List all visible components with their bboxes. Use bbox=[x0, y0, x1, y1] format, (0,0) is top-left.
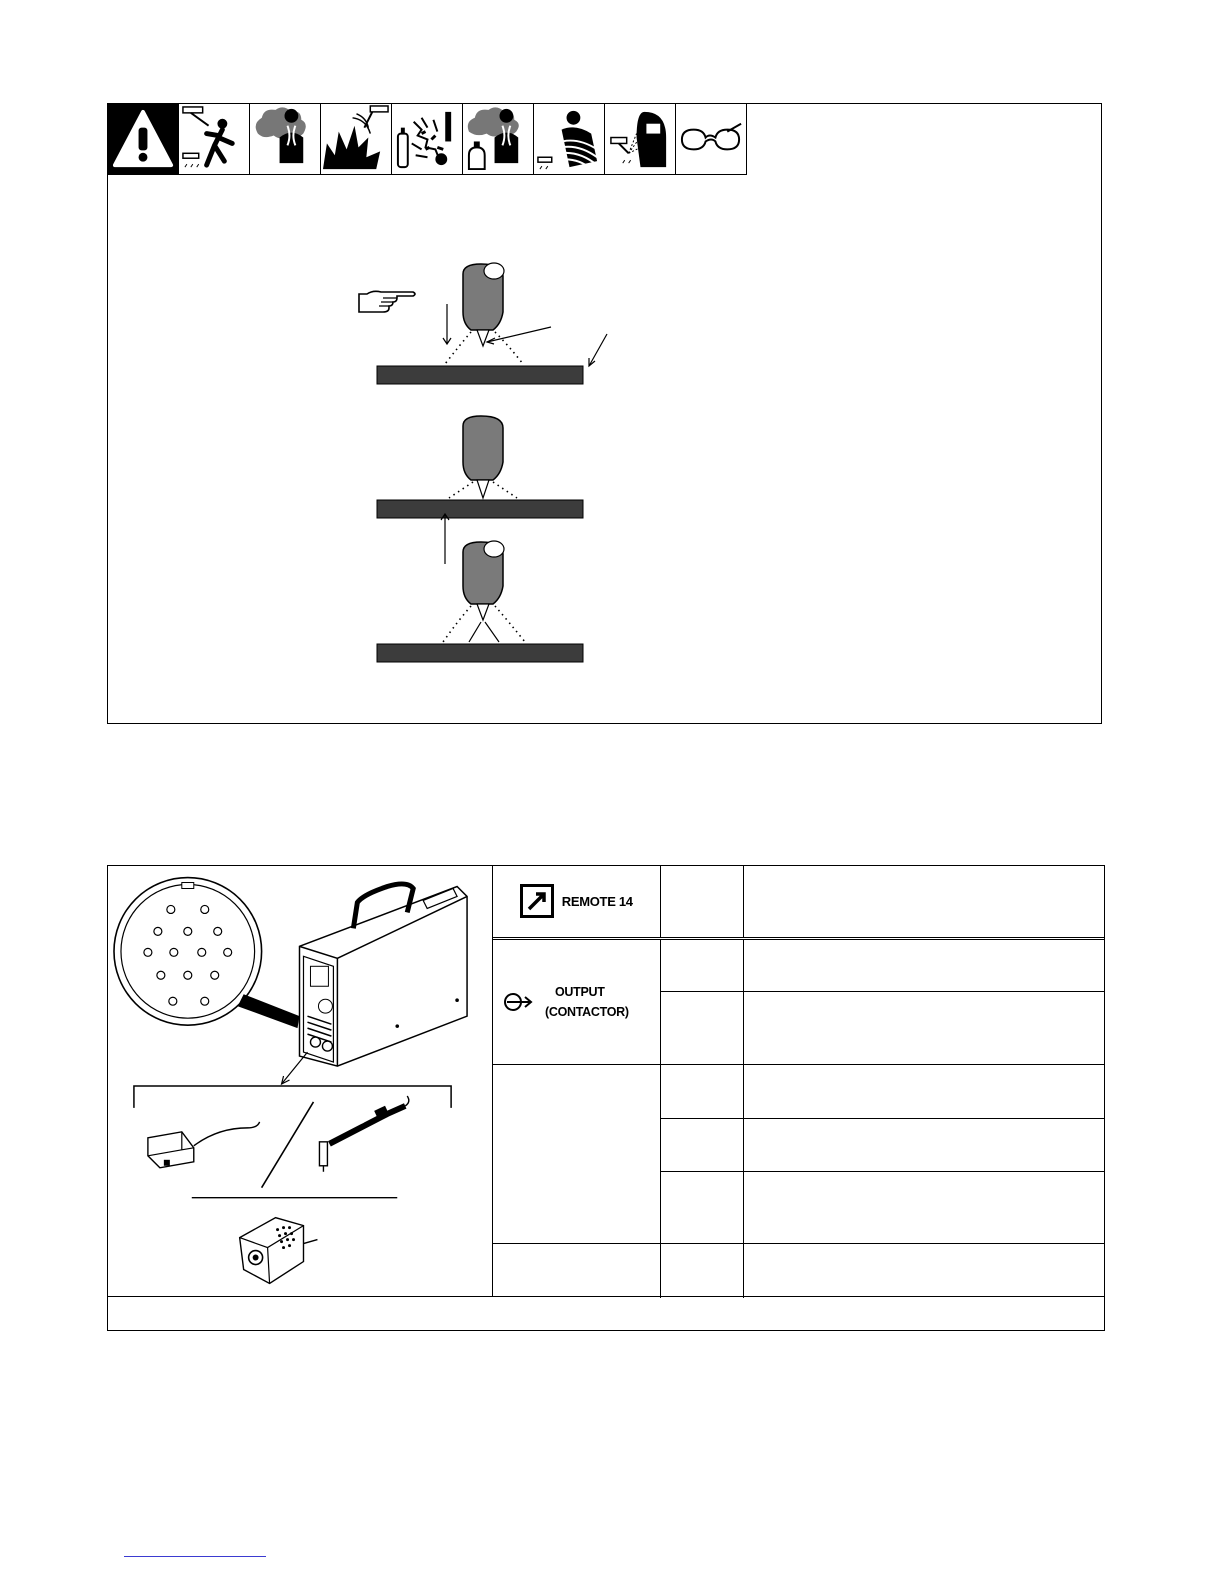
output-arrow-icon bbox=[503, 990, 535, 1014]
socket-cell bbox=[660, 938, 743, 992]
remote-header-cell bbox=[493, 866, 660, 938]
lift-arc-step-3 bbox=[377, 514, 583, 662]
remote-connector-table bbox=[493, 866, 1104, 1298]
info-cell bbox=[743, 1171, 1104, 1243]
socket-cell bbox=[660, 1171, 743, 1243]
socket-cell bbox=[660, 992, 743, 1064]
output-contactor-cell bbox=[493, 938, 660, 1064]
warning-triangle-icon bbox=[108, 104, 179, 175]
foot-control-illustration bbox=[148, 1122, 260, 1168]
warning-lift-arc-panel bbox=[107, 103, 1102, 724]
fumes-gases-icon bbox=[250, 104, 321, 175]
torch-control-illustration bbox=[319, 1096, 408, 1172]
lift-arc-sequence-figure bbox=[353, 254, 613, 674]
contactor-label: (CONTACTOR) bbox=[545, 1004, 629, 1019]
remote-header-label: REMOTE 14 bbox=[561, 893, 633, 909]
info-cell bbox=[743, 1064, 1104, 1118]
lift-arc-step-2 bbox=[377, 416, 583, 518]
cylinder-explosion-icon bbox=[392, 104, 463, 175]
electric-shock-icon bbox=[179, 104, 250, 175]
hot-parts-icon bbox=[534, 104, 605, 175]
socket-cell bbox=[660, 1064, 743, 1118]
hazard-icon-strip bbox=[108, 104, 747, 176]
output-label: OUTPUT bbox=[555, 984, 605, 999]
info-cell bbox=[743, 1243, 1104, 1298]
safety-glasses-icon bbox=[676, 104, 747, 175]
info-cell bbox=[743, 992, 1104, 1064]
explosion-spark-icon bbox=[321, 104, 392, 175]
table-footnote-row bbox=[108, 1296, 1104, 1330]
info-header-cell bbox=[743, 866, 1104, 938]
shielding-gas-icon bbox=[463, 104, 534, 175]
hand-control-illustration bbox=[240, 1218, 318, 1284]
info-cell bbox=[743, 938, 1104, 992]
remote-connector-panel bbox=[107, 865, 1105, 1331]
power-source-unit bbox=[300, 884, 468, 1066]
socket-cell bbox=[660, 1243, 743, 1298]
arc-rays-icon bbox=[605, 104, 676, 175]
note-hand-icon bbox=[359, 291, 415, 312]
socket-header-cell bbox=[660, 866, 743, 938]
group-label-cell bbox=[493, 1243, 660, 1298]
receptacle-pin-diagram bbox=[114, 878, 300, 1029]
lift-arc-step-1 bbox=[377, 263, 607, 384]
socket-cell bbox=[660, 1118, 743, 1171]
info-cell bbox=[743, 1118, 1104, 1171]
footer-link-underline[interactable] bbox=[124, 1556, 266, 1557]
group-label-cell bbox=[493, 1064, 660, 1243]
remote-arrow-icon bbox=[520, 884, 554, 918]
remote-connection-illustration bbox=[108, 866, 493, 1296]
